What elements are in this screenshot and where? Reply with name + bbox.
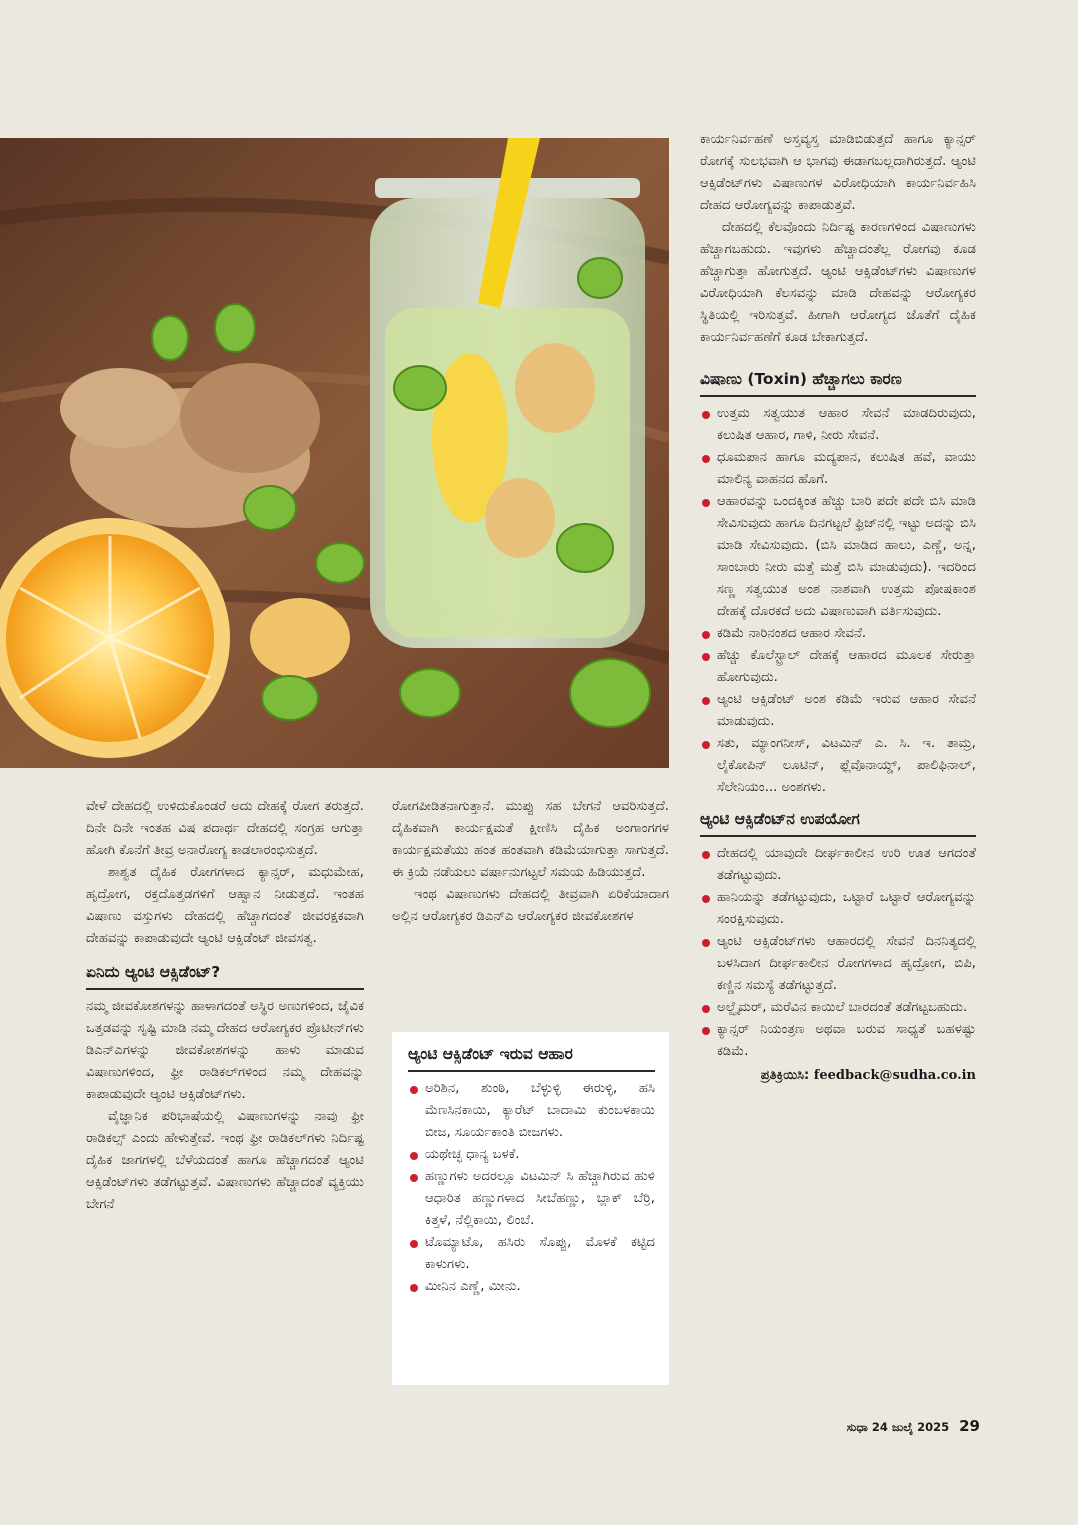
list-item: ಟೊಮ್ಯಾಟೊ, ಹಸಿರು ಸೊಪ್ಪು, ಮೊಳಕೆ ಕಟ್ಟಿದ ಕಾಳುಗಳು.: [408, 1232, 655, 1276]
food-list: [408, 1078, 655, 1298]
antioxidant-foods-box: [392, 1032, 669, 1385]
section-heading-uses: ಆ್ಯಂಟಿ ಆಕ್ಸಿಡೆಂಟ್‌ನ ಉಪಯೋಗ: [700, 810, 860, 828]
section-heading-toxin: ವಿಷಾಣು (Toxin) ಹೆಚ್ಚಾಗಲು ಕಾರಣ: [700, 370, 902, 388]
list-item: ಉತ್ತಮ ಸತ್ವಯುತ ಆಹಾರ ಸೇವನೆ ಮಾಡದಿರುವುದು, ಕಲುಷಿತ ಆಹಾರ, ಗಾಳಿ, ನೀರು ಸೇವನೆ.: [700, 403, 976, 447]
feedback-label: ಪ್ರತಿಕ್ರಿಯಿಸಿ:: [760, 1068, 810, 1083]
feedback-line: [700, 1065, 976, 1087]
left-column: [86, 796, 364, 1216]
list-item: ಅಲ್ಝೈಮರ್, ಮರೆವಿನ ಕಾಯಿಲೆ ಬಾರದಂತೆ ತಡೆಗಟ್ಟಬಹುದು.: [700, 997, 976, 1019]
list-item: ಧೂಮಪಾನ ಹಾಗೂ ಮದ್ಯಪಾನ, ಕಲುಷಿತ ಹವೆ, ವಾಯು ಮಾಲಿನ್ಯ ವಾಹನದ ಹೊಗೆ.: [700, 447, 976, 491]
list-item: ದೇಹದಲ್ಲಿ ಯಾವುದೇ ದೀರ್ಘಕಾಲೀನ ಉರಿ ಊತ ಆಗದಂತೆ ತಡೆಗಟ್ಟುವುದು.: [700, 843, 976, 887]
paragraph: ನಮ್ಮ ಜೀವಕೋಶಗಳನ್ನು ಹಾಳಾಗದಂತೆ ಅಸ್ಥಿರ ಅಣುಗಳಿಂದ, ಜೈವಿಕ ಒತ್ತಡವನ್ನು ಸೃಷ್ಟಿ ಮಾಡಿ ನಮ್ಮ ದೇಹದ ಆರೋಗ್ಯಕರ ಪ್ರೊಟೀನ್‌ಗಳು ಡಿಎನ್‌ಎಗಳನ್ನು ಜೀವಕೋಶಗಳನ್ನು ಹಾಳು ಮಾಡುವ ವಿಷಾಣುಗಳಿಂದ, ಫ್ರೀ ರಾಡಿಕಲ್‌ಗಳಿಂದ ನಮ್ಮ ದೇಹವನ್ನು ಕಾಪಾಡುವುದೇ ಆ್ಯಂಟಿ ಆಕ್ಸಿಡೆಂಟ್‌ಗಳು.: [86, 999, 364, 1102]
page-number: 29: [959, 1417, 980, 1435]
list-item: ಹೆಚ್ಚು ಕೊಲೆಸ್ಟ್ರಾಲ್ ದೇಹಕ್ಕೆ ಆಹಾರದ ಮೂಲಕ ಸೇರುತ್ತಾ ಹೋಗುವುದು.: [700, 645, 976, 689]
list-item: ಆ್ಯಂಟಿ ಆಕ್ಸಿಡೆಂಟ್‌ಗಳು ಆಹಾರದಲ್ಲಿ ಸೇವನೆ ದಿನನಿತ್ಯದಲ್ಲಿ ಬಳಸಿದಾಗ ದೀರ್ಘಕಾಲೀನ ರೋಗಗಳಾದ ಹೃದ್ರೋಗ, ಬಿಪಿ, ಕಣ್ಣಿನ ಸಮಸ್ಯೆ ತಡೆಗಟ್ಟುತ್ತದೆ.: [700, 931, 976, 997]
paragraph: ವೈಜ್ಞಾನಿಕ ಪರಿಭಾಷೆಯಲ್ಲಿ ವಿಷಾಣುಗಳನ್ನು ನಾವು ಫ್ರೀ ರಾಡಿಕಲ್ಸ್ ಎಂದು ಹೇಳುತ್ತೇವೆ. ಇಂಥ ಫ್ರೀ ರಾಡಿಕಲ್‌ಗಳು ನಿರ್ದಿಷ್ಟ ದೈಹಿಕ ಜಾಗಗಳಲ್ಲಿ ಬೆಳೆಯದಂತೆ ಹಾಗೂ ಹೆಚ್ಚಾಗದಂತೆ ಆ್ಯಂಟಿ ಆಕ್ಸಿಡೆಂಟ್‌ಗಳು ತಡೆಗಟ್ಟುತ್ತವೆ. ವಿಷಾಣುಗಳು ಹೆಚ್ಚಾದಂತೆ ವ್ಯಕ್ತಿಯು ಬೇಗನೆ: [86, 1109, 364, 1212]
paragraph: ರೋಗಪೀಡಿತನಾಗುತ್ತಾನೆ. ಮುಪ್ಪು ಸಹ ಬೇಗನೆ ಆವರಿಸುತ್ತದೆ. ದೈಹಿಕವಾಗಿ ಕಾರ್ಯಕ್ಷಮತೆ ಕ್ಷೀಣಿಸಿ ದೈಹಿಕ ಅಂಗಾಂಗಗಳ ಕಾರ್ಯಕ್ಷಮತೆಯು ಹಂತ ಹಂತವಾಗಿ ಕಡಿಮೆಯಾಗುತ್ತಾ ಸಾಗುತ್ತದೆ. ಈ ಕ್ರಿಯೆ ನಡೆಯಲು ವರ್ಷಾನುಗಟ್ಟಲೆ ಸಮಯ ಹಿಡಿಯುತ್ತದೆ.: [392, 799, 669, 880]
paragraph: ಶಾಶ್ವತ ದೈಹಿಕ ರೋಗಗಳಾದ ಕ್ಯಾನ್ಸರ್, ಮಧುಮೇಹ, ಹೃದ್ರೋಗ, ರಕ್ತದೊತ್ತಡಗಳಿಗೆ ಆಹ್ವಾನ ನೀಡುತ್ತದೆ. ಇಂತಹ ವಿಷಾಣು ವಸ್ತುಗಳು ದೇಹದಲ್ಲಿ ಹೆಚ್ಚಾಗದಂತೆ ಜೀವರಕ್ಷಕವಾಗಿ ದೇಹವನ್ನು ಕಾಪಾಡುವುದೇ ಆ್ಯಂಟಿ ಆಕ್ಸಿಡೆಂಟ್ ಜೀವಸತ್ವ.: [86, 865, 364, 946]
feedback-email[interactable]: feedback@sudha.co.in: [813, 1068, 976, 1083]
section-heading-what-is: ಏನಿದು ಆ್ಯಂಟಿ ಆಕ್ಸಿಡೆಂಟ್?: [86, 963, 221, 981]
list-item: ಕ್ಯಾನ್ಸರ್ ನಿಯಂತ್ರಣ ಅಥವಾ ಬರುವ ಸಾಧ್ಯತೆ ಬಹಳಷ್ಟು ಕಡಿಮೆ.: [700, 1019, 976, 1063]
paragraph: ದೇಹದಲ್ಲಿ ಕೆಲವೊಂದು ನಿರ್ದಿಷ್ಟ ಕಾರಣಗಳಿಂದ ವಿಷಾಣುಗಳು ಹೆಚ್ಚಾಗಬಹುದು. ಇವುಗಳು ಹೆಚ್ಚಾದಂತೆಲ್ಲ ರೋಗವು ಕೂಡ ಹೆಚ್ಚಾಗುತ್ತಾ ಹೋಗುತ್ತದೆ. ಆ್ಯಂಟಿ ಆಕ್ಸಿಡೆಂಟ್‌ಗಳು ವಿಷಾಣುಗಳ ವಿರೋಧಿಯಾಗಿ ಕೆಲಸವನ್ನು ಮಾಡಿ ದೇಹವನ್ನು ಆರೋಗ್ಯಕರ ಸ್ಥಿತಿಯಲ್ಲಿ ಇರಿಸುತ್ತವೆ. ಹೀಗಾಗಿ ಆರೋಗ್ಯದ ಜೊತೆಗೆ ದೈಹಿಕ ಕಾರ್ಯನಿರ್ವಹಣೆಗೆ ಕೂಡ ಬೇಕಾಗುತ್ತದೆ.: [700, 220, 976, 345]
list-item: ಹಣ್ಣುಗಳು ಅದರಲ್ಲೂ ವಿಟಮಿನ್ ಸಿ ಹೆಚ್ಚಾಗಿರುವ ಹುಳಿ ಆಧಾರಿತ ಹಣ್ಣುಗಳಾದ ಸೀಬೆಹಣ್ಣು, ಬ್ಲಾಕ್ ಬೆರ್ರಿ, ಕಿತ್ತಳೆ, ನೆಲ್ಲಿಕಾಯಿ, ಲಿಂಬೆ.: [408, 1166, 655, 1232]
list-item: ಹಾನಿಯನ್ನು ತಡೆಗಟ್ಟುವುದು, ಒಟ್ಟಾರೆ ಒಟ್ಟಾರೆ ಆರೋಗ್ಯವನ್ನು ಸಂರಕ್ಷಿಸುವುದು.: [700, 887, 976, 931]
magazine-name: ಸುಧಾ: [846, 1420, 868, 1434]
issue-date: 24 ಜುಲೈ 2025: [871, 1420, 950, 1434]
list-item: ಸತು, ಮ್ಯಾಂಗನೀಸ್, ವಿಟಮಿನ್ ಎ. ಸಿ. ಇ. ತಾಮ್ರ, ಲೈಕೋಪಿನ್ ಲೂಟಿನ್, ಫ್ಲೆವೊನಾಯ್ಡ್, ಪಾಲಿಫಿನಾಲ್, ಸೆಲೇನಿಯಂ... ಅಂಶಗಳು.: [700, 733, 976, 799]
heading-rule: [86, 988, 364, 990]
uses-list: [700, 843, 976, 1063]
article-photo: [0, 138, 669, 768]
list-item: ಮೀನಿನ ಎಣ್ಣೆ, ಮೀನು.: [408, 1276, 655, 1298]
paragraph: ವೇಳೆ ದೇಹದಲ್ಲಿ ಉಳಿದುಕೊಂಡರೆ ಅದು ದೇಹಕ್ಕೆ ರೋಗ ತರುತ್ತದೆ. ದಿನೇ ದಿನೇ ಇಂತಹ ವಿಷ ಪದಾರ್ಥ ದೇಹದಲ್ಲಿ ಸಂಗ್ರಹ ಆಗುತ್ತಾ ಹೋಗಿ ಕೊನೆಗೆ ತೀವ್ರ ಅನಾರೋಗ್ಯ ಕಾಡಲಾರಂಭಿಸುತ್ತದೆ.: [86, 799, 364, 858]
heading-rule: [408, 1070, 655, 1072]
list-item: ಆ್ಯಂಟಿ ಆಕ್ಸಿಡೆಂಟ್ ಅಂಶ ಕಡಿಮೆ ಇರುವ ಆಹಾರ ಸೇವನೆ ಮಾಡುವುದು.: [700, 689, 976, 733]
page-footer: [820, 1417, 980, 1435]
box-heading: ಆ್ಯಂಟಿ ಆಕ್ಸಿಡೆಂಟ್ ಇರುವ ಆಹಾರ: [408, 1045, 573, 1063]
heading-rule: [700, 395, 976, 397]
lemon-ginger-mint-water-jar-photo: [0, 138, 669, 768]
paragraph: ಇಂಥ ವಿಷಾಣುಗಳು ದೇಹದಲ್ಲಿ ತೀವ್ರವಾಗಿ ಏರಿಕೆಯಾದಾಗ ಅಲ್ಲಿನ ಆರೋಗ್ಯಕರ ಡಿಎನ್‌ಎ ಆರೋಗ್ಯಕರ ಜೀವಕೋಶಗಳ: [392, 887, 669, 924]
heading-rule: [700, 835, 976, 837]
list-item: ಕಡಿಮೆ ನಾರಿನಂಶದ ಆಹಾರ ಸೇವನೆ.: [700, 623, 976, 645]
list-item: ಆಹಾರವನ್ನು ಒಂದಕ್ಕಿಂತ ಹೆಚ್ಚು ಬಾರಿ ಪದೇ ಪದೇ ಬಿಸಿ ಮಾಡಿ ಸೇವಿಸುವುದು ಹಾಗೂ ದಿನಗಟ್ಟಲೆ ಫ್ರಿಜ್‌ನಲ್ಲಿ ಇಟ್ಟು ಅದನ್ನು ಬಿಸಿ ಮಾಡಿ ಸೇವಿಸುವುದು. (ಬಿಸಿ ಮಾಡಿದ ಹಾಲು, ಎಣ್ಣೆ, ಅನ್ನ, ಸಾಂಬಾರು ನೀರು ಮತ್ತೆ ಮತ್ತೆ ಬಿಸಿ ಮಾಡುವುದು). ಇದರಿಂದ ಸಣ್ಣ ಸತ್ವಯುತ ಅಂಶ ನಾಶವಾಗಿ ಉತ್ತಮ ಪೋಷಕಾಂಶ ದೇಹಕ್ಕೆ ದೊರಕದೆ ಅದು ವಿಷಾಣುವಾಗಿ ವರ್ತಿಸುವುದು.: [700, 491, 976, 623]
toxin-cause-list: [700, 403, 976, 799]
middle-column: [392, 796, 669, 928]
list-item: ಯಥೇಚ್ಛ ಧಾನ್ಯ ಬಳಕೆ.: [408, 1144, 655, 1166]
list-item: ಅರಿಶಿನ, ಶುಂಠಿ, ಬೆಳ್ಳುಳ್ಳಿ ಈರುಳ್ಳಿ, ಹಸಿ ಮೆಣಸಿನಕಾಯಿ, ಕ್ಯಾರೆಟ್ ಬಾದಾಮಿ ಕುಂಬಳಕಾಯಿ ಬೀಜ, ಸೂರ್ಯಕಾಂತಿ ಬೀಜಗಳು.: [408, 1078, 655, 1144]
paragraph: ಕಾರ್ಯನಿರ್ವಹಣೆ ಅಸ್ತವ್ಯಸ್ತ ಮಾಡಿಬಿಡುತ್ತದೆ ಹಾಗೂ ಕ್ಯಾನ್ಸರ್ ರೋಗಕ್ಕೆ ಸುಲಭವಾಗಿ ಆ ಭಾಗವು ಈಡಾಗಬಲ್ಲದಾಗಿರುತ್ತದೆ. ಆ್ಯಂಟಿ ಆಕ್ಸಿಡೆಂಟ್‌ಗಳು ವಿಷಾಣುಗಳ ವಿರೋಧಿಯಾಗಿ ಕಾರ್ಯನಿರ್ವಹಿಸಿ ದೇಹದ ಆರೋಗ್ಯವನ್ನು ಕಾಪಾಡುತ್ತವೆ.: [700, 132, 976, 213]
right-column: [700, 129, 976, 1087]
